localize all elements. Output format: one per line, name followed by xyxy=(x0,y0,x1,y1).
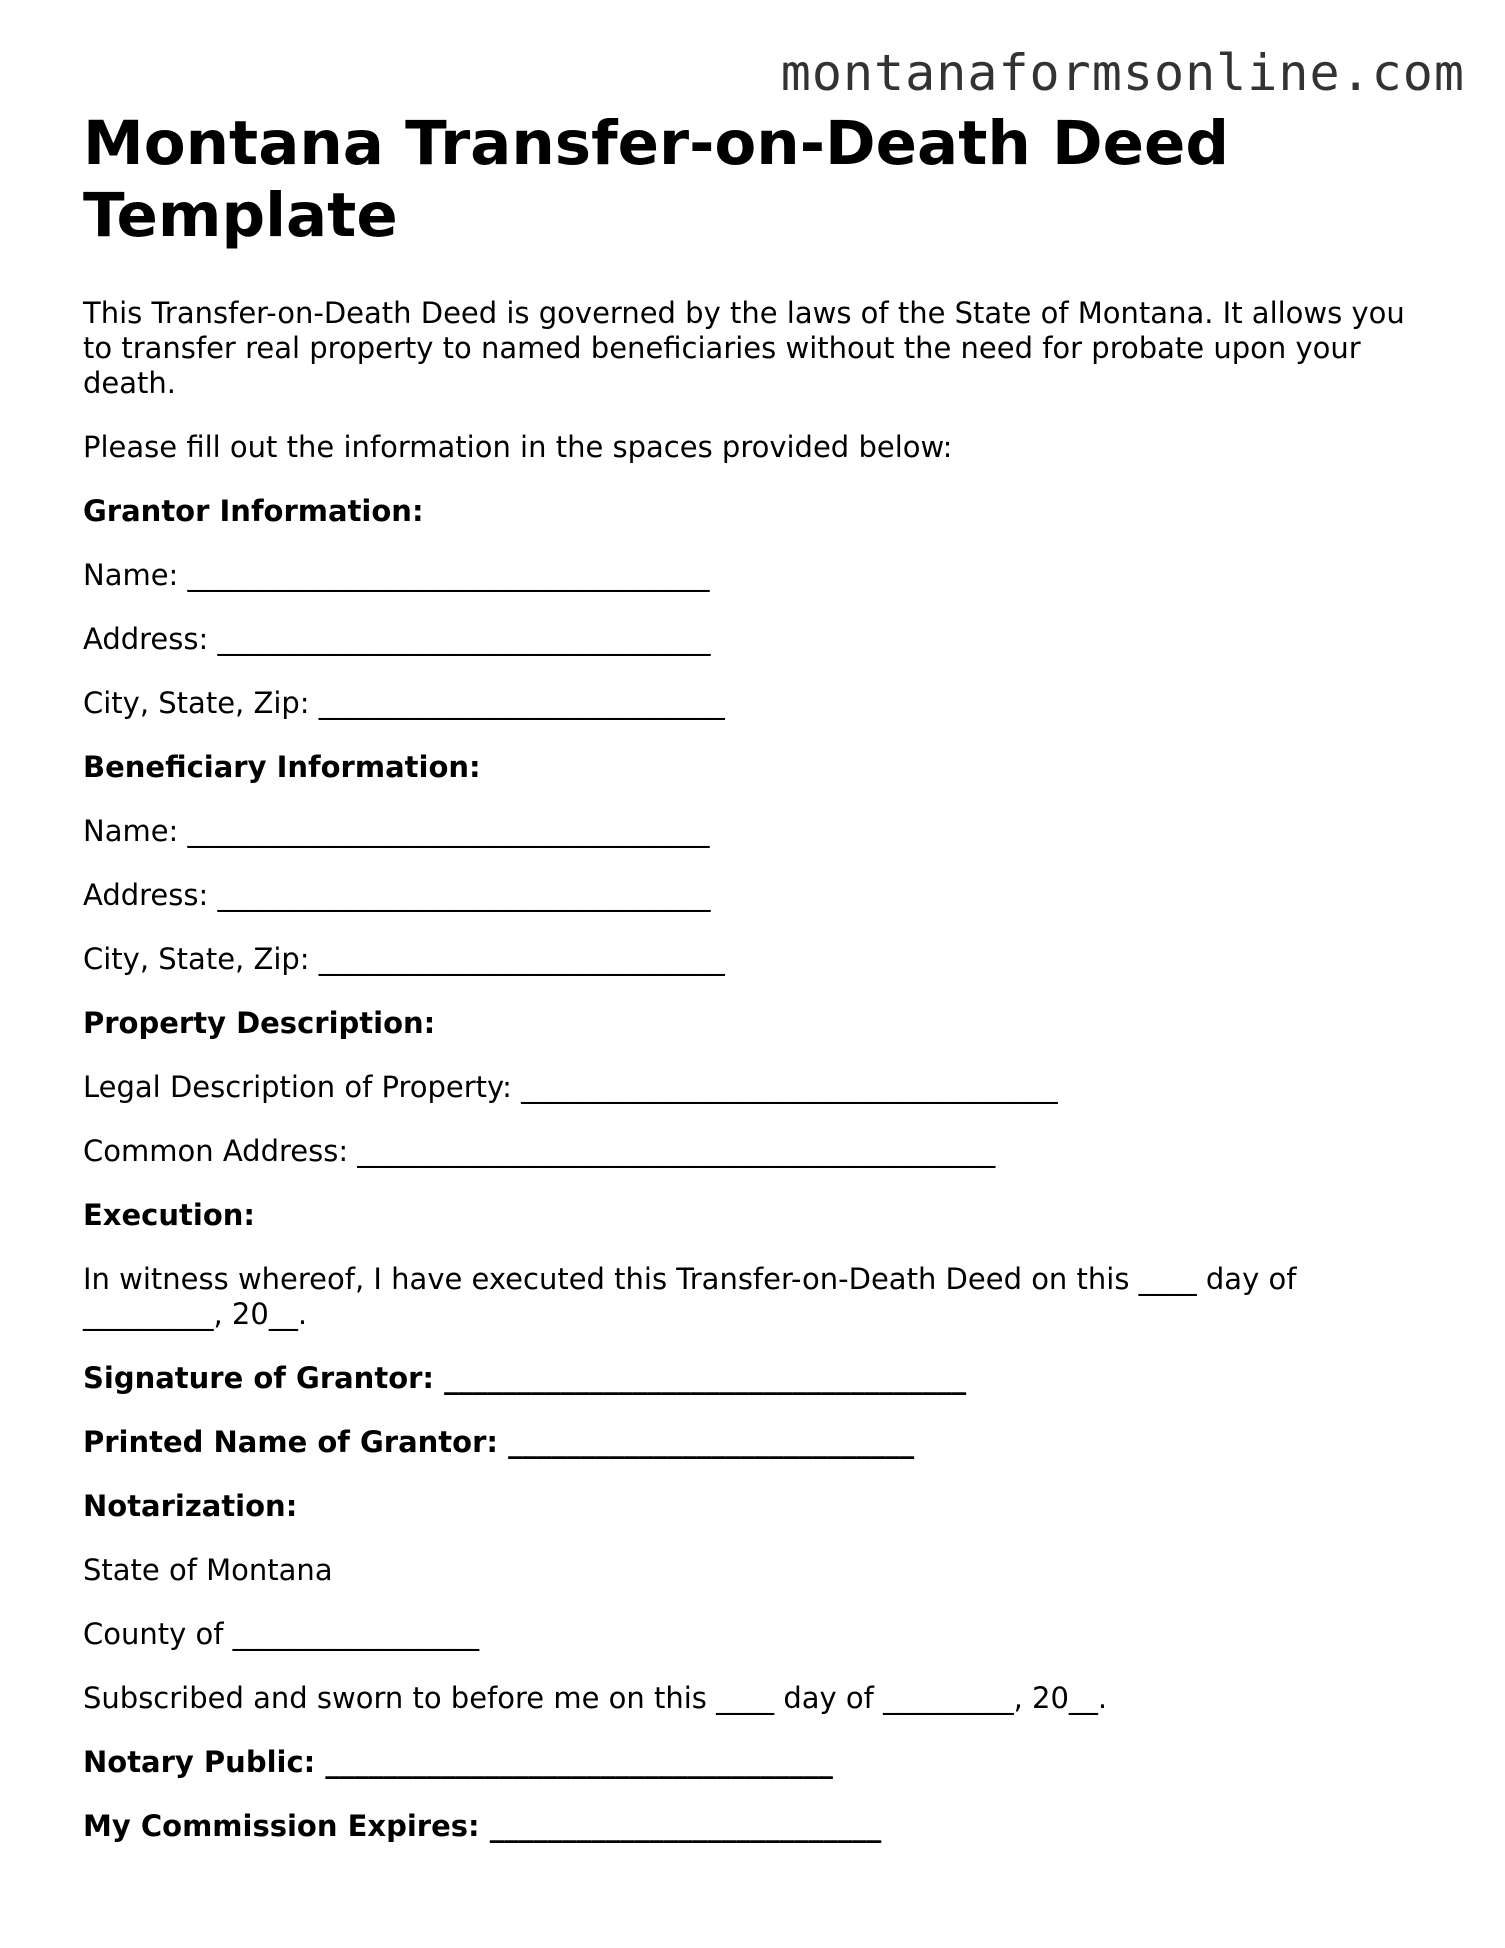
document-body xyxy=(83,108,1423,1844)
notarization-heading: Notarization: xyxy=(83,1489,298,1523)
beneficiary-heading: Beneficiary Information: xyxy=(83,750,481,784)
grantor-name-field[interactable]: Name: ____________________________________ xyxy=(83,558,710,592)
grantor-signature-field[interactable]: Signature of Grantor: ____________________________________ xyxy=(83,1361,967,1395)
beneficiary-address-field[interactable]: Address: __________________________________ xyxy=(83,878,711,912)
legal-description-field[interactable]: Legal Description of Property: _____________________________________ xyxy=(83,1070,1058,1104)
page-title: Montana Transfer-on-Death Deed Template xyxy=(83,108,1230,251)
grantor-heading: Grantor Information: xyxy=(83,494,424,528)
property-heading: Property Description: xyxy=(83,1006,436,1040)
notary-sworn-statement[interactable]: Subscribed and sworn to before me on this ____ day of _________, 20__. xyxy=(83,1681,1108,1715)
watermark: montanaformsonline.com xyxy=(780,44,1465,102)
grantor-city-field[interactable]: City, State, Zip: ____________________________ xyxy=(83,686,725,720)
commission-expires-field[interactable]: My Commission Expires: ___________________________ xyxy=(83,1809,882,1843)
grantor-address-field[interactable]: Address: __________________________________ xyxy=(83,622,711,656)
execution-heading: Execution: xyxy=(83,1198,255,1232)
beneficiary-city-field[interactable]: City, State, Zip: ____________________________ xyxy=(83,942,725,976)
instructions: Please fill out the information in the spaces provided below: xyxy=(83,430,953,464)
notary-public-field[interactable]: Notary Public: ___________________________________ xyxy=(83,1745,833,1779)
notary-state: State of Montana xyxy=(83,1553,333,1587)
grantor-printed-name-field[interactable]: Printed Name of Grantor: ____________________________ xyxy=(83,1425,915,1459)
execution-statement-line2[interactable]: _________, 20__. xyxy=(83,1297,308,1331)
common-address-field[interactable]: Common Address: ____________________________________________ xyxy=(83,1134,996,1168)
execution-statement-line1[interactable]: In witness whereof, I have executed this Transfer-on-Death Deed on this ____ day of xyxy=(83,1262,1297,1296)
beneficiary-name-field[interactable]: Name: ____________________________________ xyxy=(83,814,710,848)
intro-paragraph: This Transfer-on-Death Deed is governed by the laws of the State of Montana. It allows you to transfer real property to named beneficiaries without the need for probate upon your death. xyxy=(83,296,1405,400)
notary-county-field[interactable]: County of _________________ xyxy=(83,1617,480,1651)
